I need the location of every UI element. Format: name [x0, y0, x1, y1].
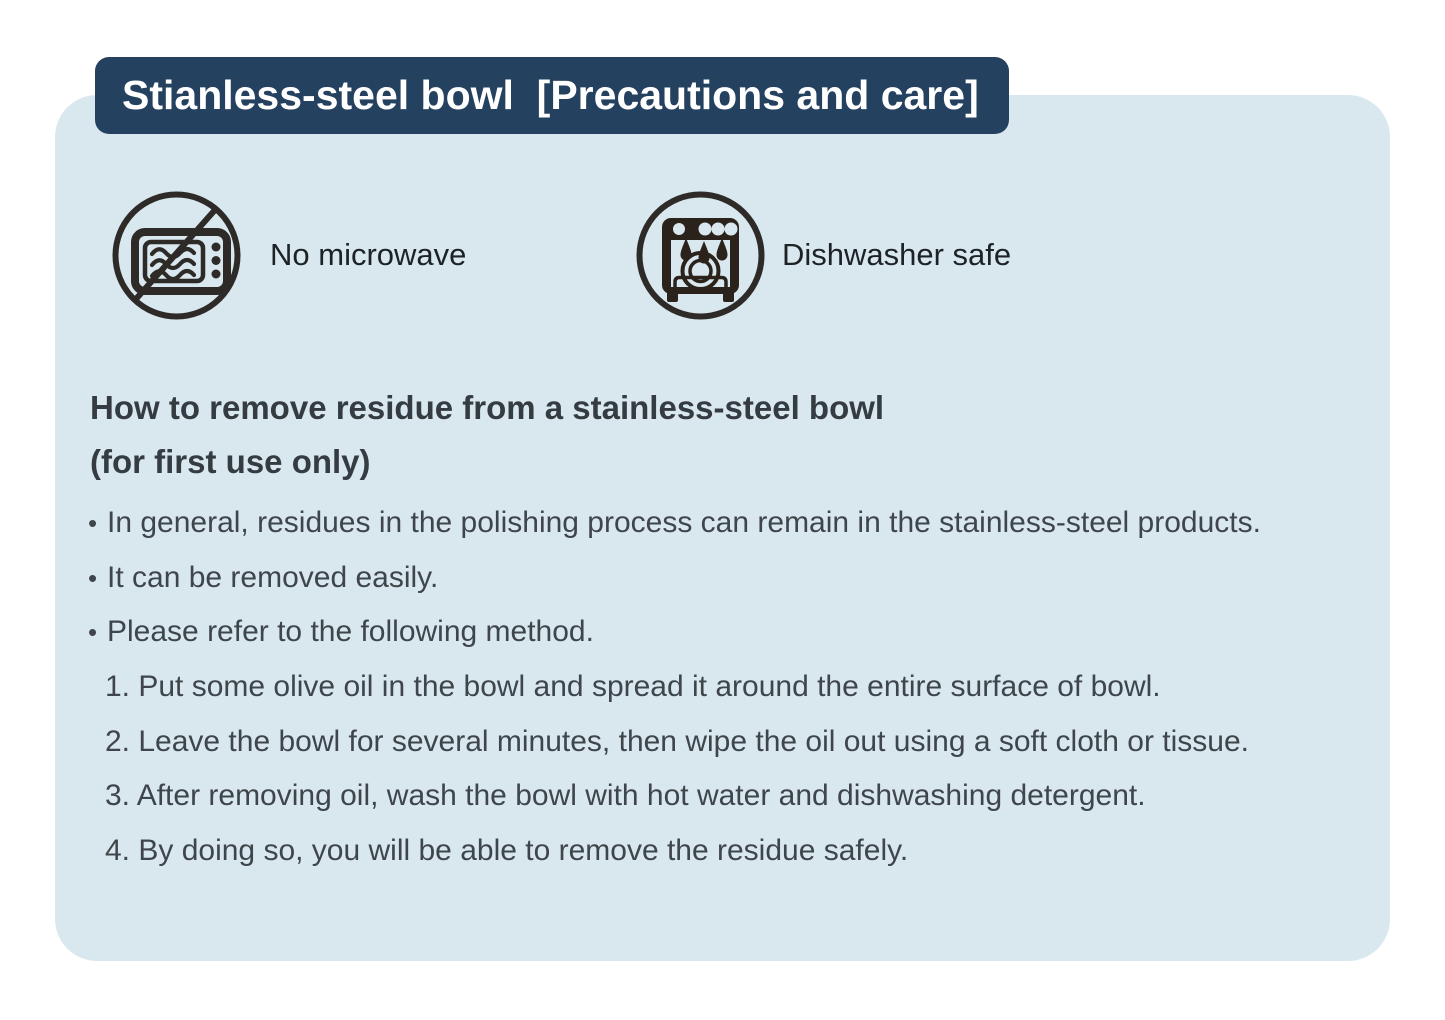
step-item: 2. Leave the bowl for several minutes, then wipe the oil out using a soft cloth or tissue. — [105, 724, 1249, 758]
step-item: 4. By doing so, you will be able to remove the residue safely. — [105, 833, 909, 867]
bullet-text: In general, residues in the polishing process can remain in the stainless-steel products. — [107, 506, 1261, 539]
section-heading-line1: How to remove residue from a stainless-steel bowl — [90, 389, 885, 426]
bullet-text: Please refer to the following method. — [107, 615, 594, 649]
dishwasher-safe-icon — [634, 189, 767, 322]
bullet-text: It can be removed easily. — [107, 560, 439, 594]
no-microwave-label: No microwave — [270, 237, 467, 272]
bullet-item — [88, 551, 1261, 606]
no-microwave-icon — [110, 189, 243, 322]
title-badge — [95, 57, 1009, 134]
step-list — [105, 660, 1249, 878]
bullet-marker: • — [88, 562, 98, 593]
page-title: Stianless-steel bowl [Precautions and care] — [122, 72, 979, 118]
bullet-item — [88, 496, 1261, 551]
step-item: 1. Put some olive oil in the bowl and spread it around the entire surface of bowl. — [105, 670, 1161, 703]
dishwasher-safe-label: Dishwasher safe — [782, 237, 1012, 272]
section-heading-line2: (for first use only) — [90, 443, 371, 480]
bullet-marker: • — [88, 617, 98, 648]
bullet-list — [88, 496, 1261, 660]
section-heading — [90, 381, 884, 489]
step-item: 3. After removing oil, wash the bowl with hot water and dishwashing detergent. — [105, 779, 1146, 813]
bullet-item — [88, 605, 1261, 660]
bullet-marker: • — [88, 508, 98, 538]
